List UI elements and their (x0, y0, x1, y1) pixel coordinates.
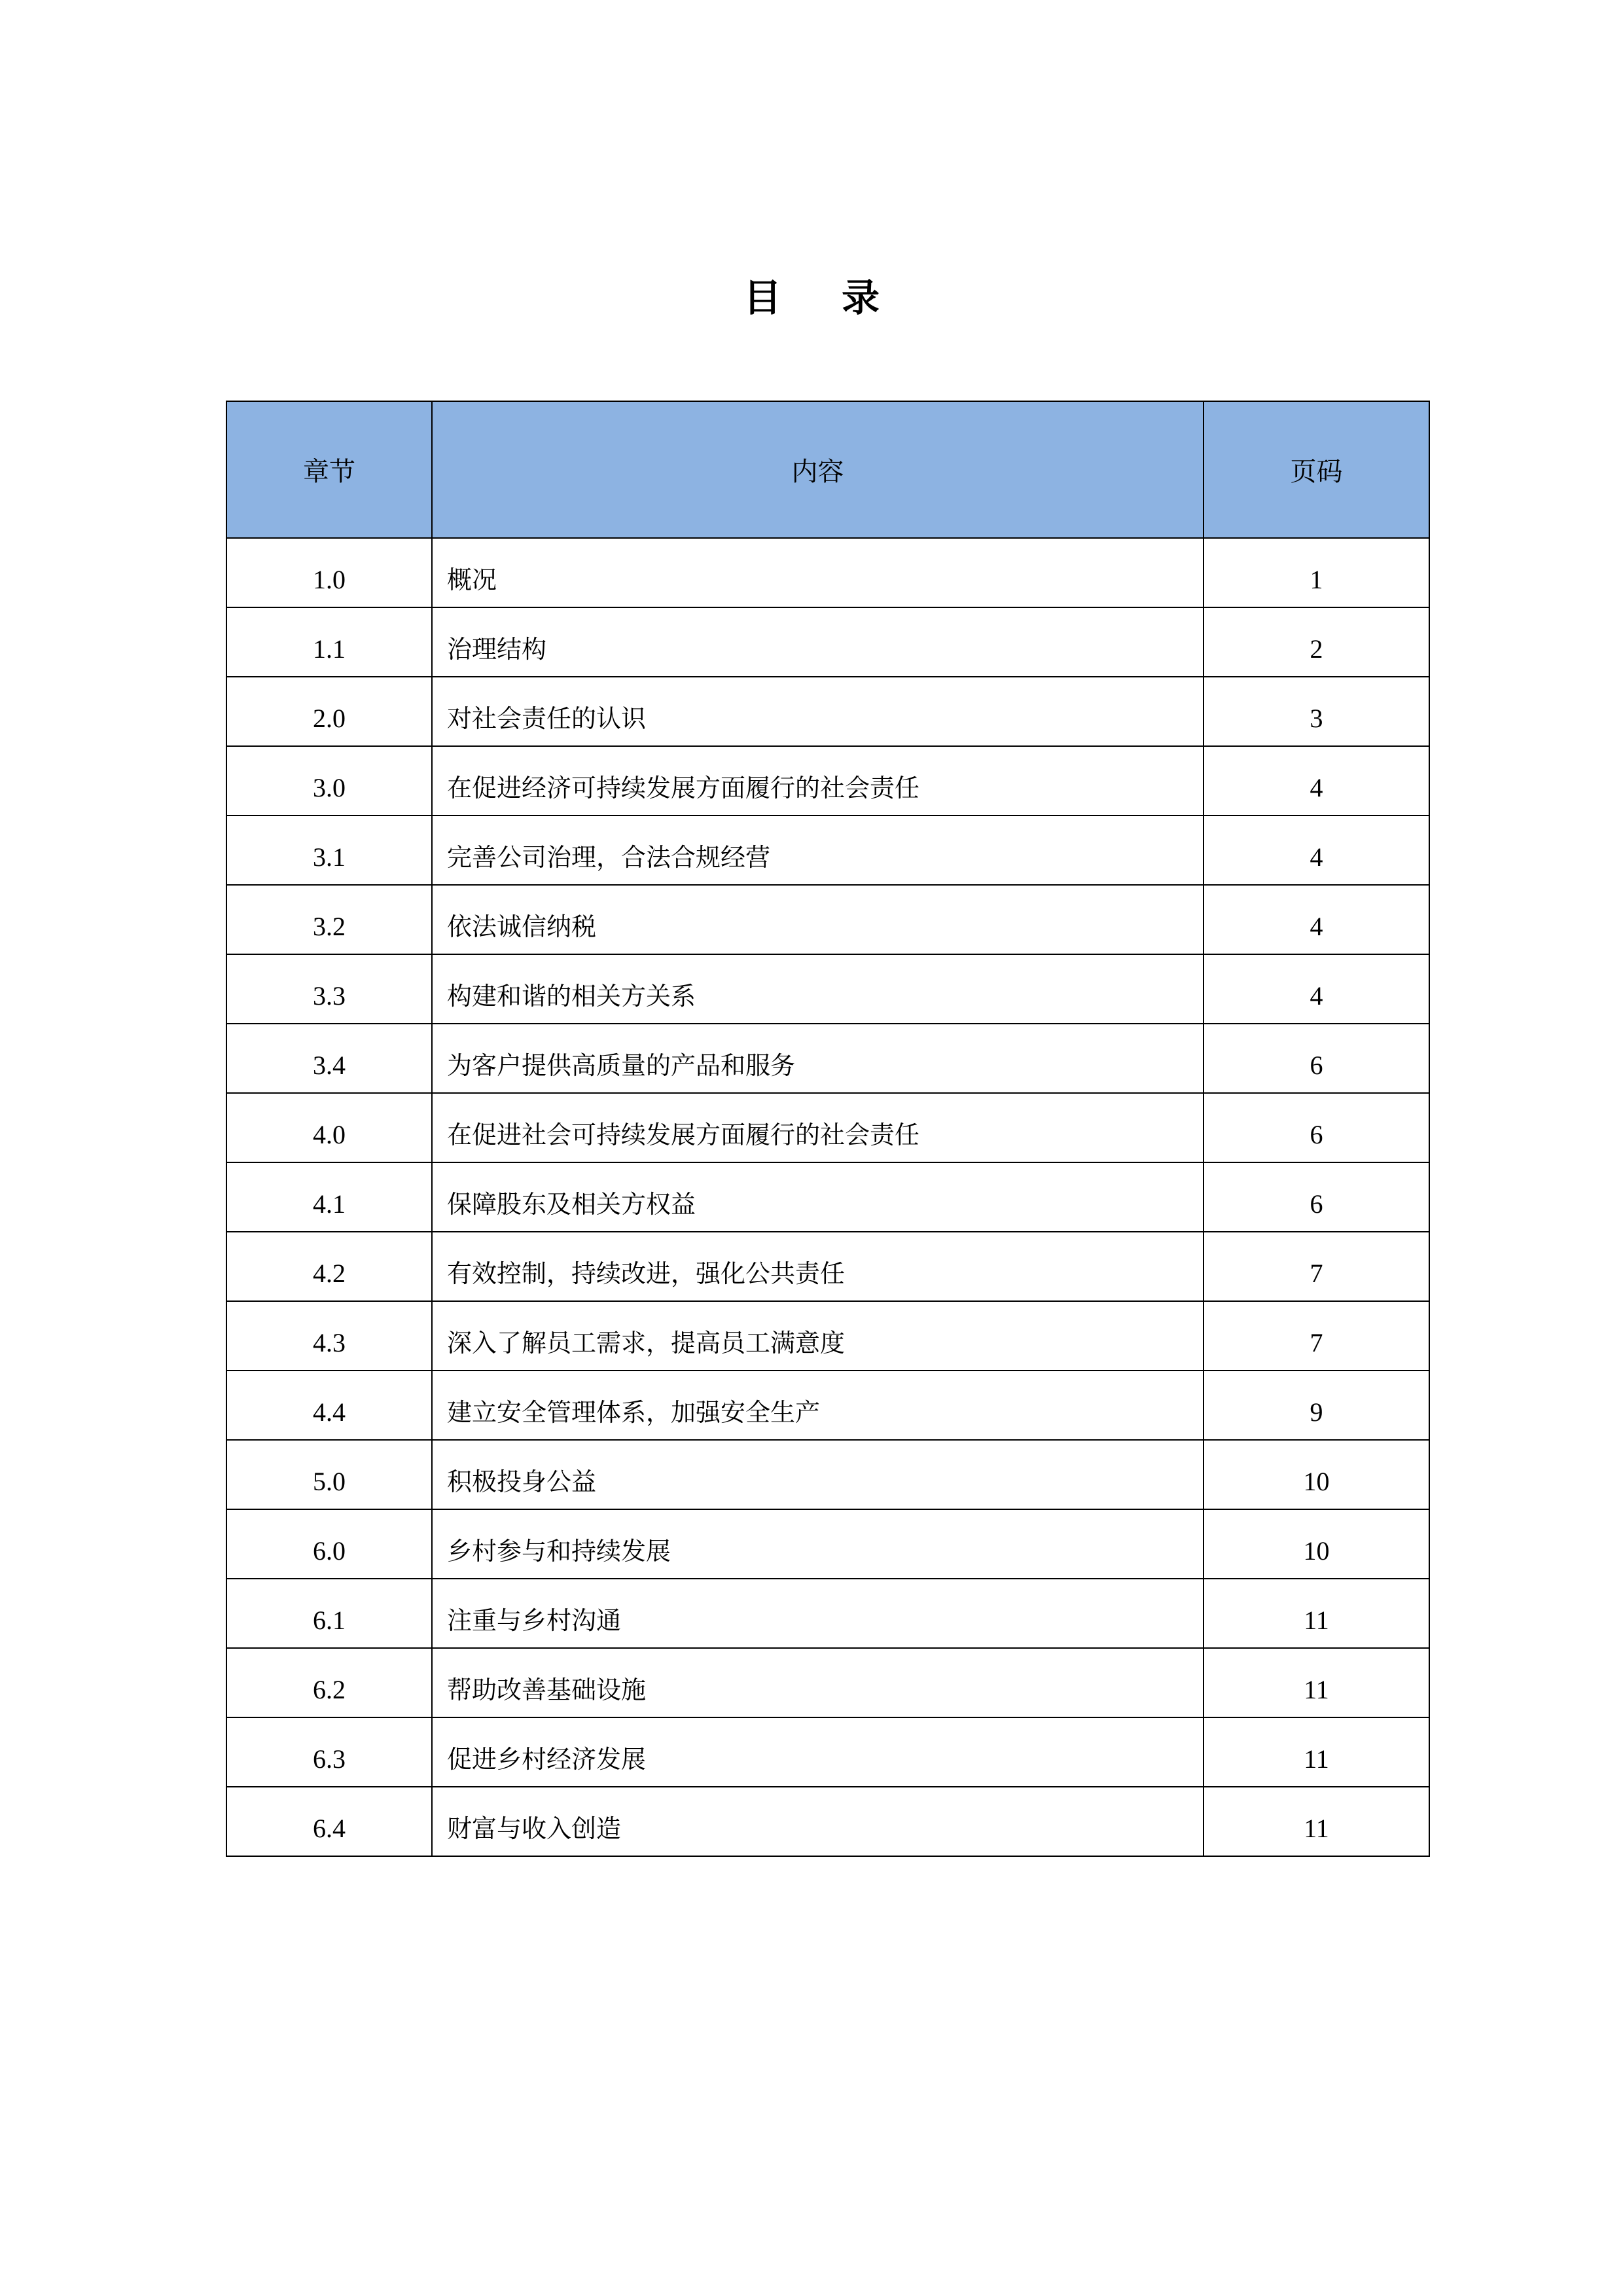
section-title[interactable]: 帮助改善基础设施 (432, 1648, 1204, 1717)
section-title[interactable]: 促进乡村经济发展 (432, 1717, 1204, 1787)
section-title[interactable]: 财富与收入创造 (432, 1787, 1204, 1856)
header-row (226, 401, 1429, 538)
page-number: 11 (1204, 1579, 1429, 1648)
table-row[interactable] (226, 1509, 1429, 1579)
table-row[interactable] (226, 1787, 1429, 1856)
section-title[interactable]: 有效控制，持续改进，强化公共责任 (432, 1232, 1204, 1301)
page-number: 11 (1204, 1787, 1429, 1856)
table-row[interactable] (226, 607, 1429, 677)
chapter-number: 3.3 (226, 954, 432, 1024)
table-row[interactable] (226, 746, 1429, 816)
page-number: 7 (1204, 1232, 1429, 1301)
table-row[interactable] (226, 1579, 1429, 1648)
toc-table-body (226, 538, 1429, 1856)
section-title[interactable]: 注重与乡村沟通 (432, 1579, 1204, 1648)
header-page: 页码 (1204, 401, 1429, 538)
chapter-number: 4.3 (226, 1301, 432, 1371)
section-title[interactable]: 乡村参与和持续发展 (432, 1509, 1204, 1579)
header-content: 内容 (432, 401, 1204, 538)
page-number: 10 (1204, 1509, 1429, 1579)
page-number: 11 (1204, 1717, 1429, 1787)
table-row[interactable] (226, 1301, 1429, 1371)
section-title[interactable]: 为客户提供高质量的产品和服务 (432, 1024, 1204, 1093)
table-row[interactable] (226, 1162, 1429, 1232)
section-title[interactable]: 依法诚信纳税 (432, 885, 1204, 954)
toc-table (226, 401, 1430, 1857)
toc-table-header (226, 401, 1429, 538)
section-title[interactable]: 建立安全管理体系，加强安全生产 (432, 1371, 1204, 1440)
page-number: 7 (1204, 1301, 1429, 1371)
page-number: 4 (1204, 816, 1429, 885)
table-row[interactable] (226, 1232, 1429, 1301)
table-row[interactable] (226, 1717, 1429, 1787)
table-row[interactable] (226, 1440, 1429, 1509)
table-row[interactable] (226, 1648, 1429, 1717)
page-title (0, 275, 1623, 321)
section-title[interactable]: 深入了解员工需求，提高员工满意度 (432, 1301, 1204, 1371)
table-row[interactable] (226, 1371, 1429, 1440)
page-number: 6 (1204, 1093, 1429, 1162)
section-title[interactable]: 构建和谐的相关方关系 (432, 954, 1204, 1024)
page-number: 2 (1204, 607, 1429, 677)
chapter-number: 6.3 (226, 1717, 432, 1787)
table-row[interactable] (226, 1024, 1429, 1093)
chapter-number: 3.0 (226, 746, 432, 816)
chapter-number: 3.1 (226, 816, 432, 885)
page-title-second-char: 录 (842, 276, 880, 320)
chapter-number: 6.0 (226, 1509, 432, 1579)
table-row[interactable] (226, 954, 1429, 1024)
chapter-number: 5.0 (226, 1440, 432, 1509)
chapter-number: 4.2 (226, 1232, 432, 1301)
page-number: 4 (1204, 746, 1429, 816)
page-number: 6 (1204, 1162, 1429, 1232)
page-number: 6 (1204, 1024, 1429, 1093)
chapter-number: 4.4 (226, 1371, 432, 1440)
chapter-number: 1.1 (226, 607, 432, 677)
page-number: 10 (1204, 1440, 1429, 1509)
table-row[interactable] (226, 816, 1429, 885)
table-row[interactable] (226, 677, 1429, 746)
chapter-number: 3.4 (226, 1024, 432, 1093)
page-number: 4 (1204, 954, 1429, 1024)
chapter-number: 6.1 (226, 1579, 432, 1648)
chapter-number: 6.4 (226, 1787, 432, 1856)
page-number: 1 (1204, 538, 1429, 607)
table-row[interactable] (226, 538, 1429, 607)
header-chapter: 章节 (226, 401, 432, 538)
chapter-number: 6.2 (226, 1648, 432, 1717)
chapter-number: 2.0 (226, 677, 432, 746)
page-number: 4 (1204, 885, 1429, 954)
page-number: 9 (1204, 1371, 1429, 1440)
section-title[interactable]: 保障股东及相关方权益 (432, 1162, 1204, 1232)
section-title[interactable]: 积极投身公益 (432, 1440, 1204, 1509)
section-title[interactable]: 概况 (432, 538, 1204, 607)
chapter-number: 4.0 (226, 1093, 432, 1162)
chapter-number: 1.0 (226, 538, 432, 607)
chapter-number: 3.2 (226, 885, 432, 954)
table-row[interactable] (226, 885, 1429, 954)
chapter-number: 4.1 (226, 1162, 432, 1232)
section-title[interactable]: 对社会责任的认识 (432, 677, 1204, 746)
section-title[interactable]: 在促进经济可持续发展方面履行的社会责任 (432, 746, 1204, 816)
table-row[interactable] (226, 1093, 1429, 1162)
section-title[interactable]: 治理结构 (432, 607, 1204, 677)
page-number: 11 (1204, 1648, 1429, 1717)
page-title-first-char: 目 (743, 276, 781, 320)
page-number: 3 (1204, 677, 1429, 746)
section-title[interactable]: 完善公司治理，合法合规经营 (432, 816, 1204, 885)
section-title[interactable]: 在促进社会可持续发展方面履行的社会责任 (432, 1093, 1204, 1162)
